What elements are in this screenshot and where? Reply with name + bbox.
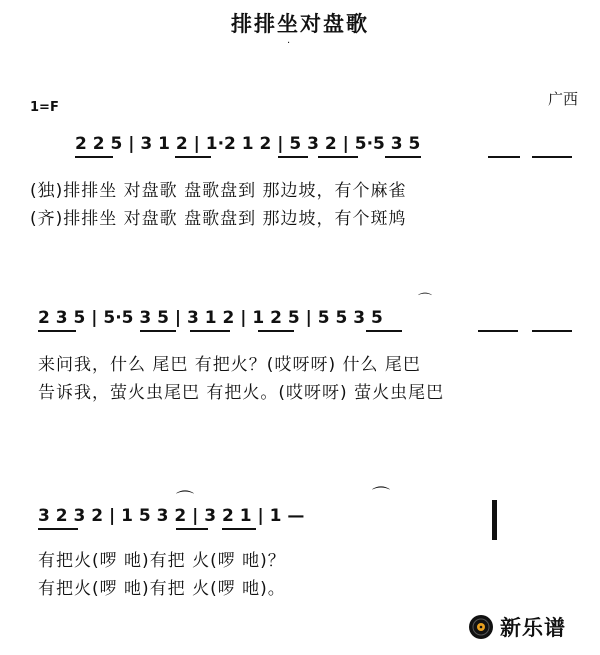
underline — [366, 330, 402, 332]
logo-text: 新乐谱 — [500, 616, 566, 640]
underline — [532, 330, 572, 332]
underline — [176, 528, 208, 530]
underline — [38, 330, 76, 332]
lyric-line-2a: 来问我，什么 尾巴 有把火？(哎呀呀) 什么 尾巴 — [38, 355, 421, 375]
title-dot: · — [287, 38, 291, 49]
underline — [140, 330, 176, 332]
underline — [175, 156, 211, 158]
underline — [478, 330, 518, 332]
lyric-chorus-line: (齐)排排坐 对盘歌 盘歌盘到 那边坡，有个斑鸠 — [30, 209, 407, 229]
lyric-solo-line: (独)排排坐 对盘歌 盘歌盘到 那边坡，有个麻雀 — [30, 181, 407, 201]
underline — [488, 156, 520, 158]
notation-line-2: 2 3 5 | 5·5 3 5 | 3 1 2 | 1 2 5 | 5 5 3 5 — [38, 308, 383, 328]
underline — [222, 528, 256, 530]
underline — [75, 156, 113, 158]
final-barline — [492, 500, 497, 540]
underline — [278, 156, 308, 158]
underline — [258, 330, 294, 332]
lyric-line-3a: 有把火(啰 吔)有把 火(啰 吔)？ — [38, 551, 286, 571]
lyric-line-2b: 告诉我，萤火虫尾巴 有把火。(哎呀呀) 萤火虫尾巴 — [38, 383, 445, 403]
notation-line-3: 3 2 3 2 | 1 5 3 2 | 3 2 1 | 1 — — [38, 506, 305, 526]
site-logo — [468, 612, 566, 642]
underline — [318, 156, 358, 158]
tie-icon: ⌒ — [372, 486, 390, 507]
region-label: 广西 — [548, 90, 579, 108]
key-signature: 1=F — [30, 100, 59, 115]
underline — [385, 156, 421, 158]
notation-line-1: 2 2 5 | 3 1 2 | 1·2 1 2 | 5 3 2 | 5·5 3 5 — [75, 134, 421, 154]
underline — [38, 528, 78, 530]
vinyl-record-icon — [468, 614, 494, 640]
fermata-icon: ⌒ — [418, 293, 432, 309]
song-title: 排排坐对盘歌 — [231, 12, 369, 36]
lyric-line-3b: 有把火(啰 吔)有把 火(啰 吔)。 — [38, 579, 286, 599]
slur-icon: ⌒ — [176, 490, 194, 511]
underline — [190, 330, 230, 332]
underline — [532, 156, 572, 158]
